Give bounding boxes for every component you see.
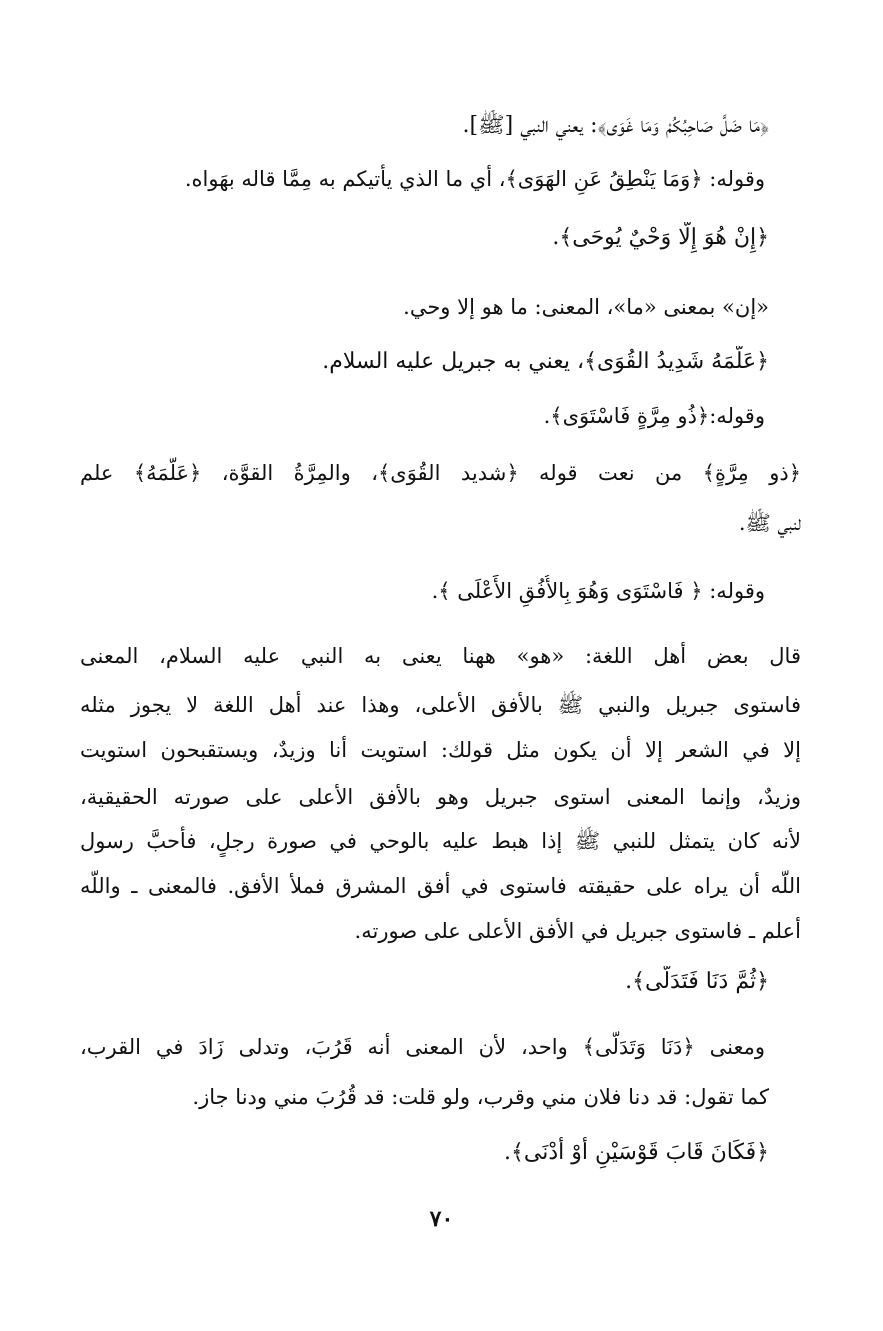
text-line-4: «إن» بمعنى «ما»، المعنى: ما هو إلا وحي. (403, 295, 769, 319)
text-line-6: وقوله:﴿ذُو مِرَّةٍ فَاسْتَوَى﴾. (543, 404, 765, 428)
text-line-12: إلا في الشعر إلا أن يكون مثل قولك: استويت أنا وزيدٌ، ويستقبحون استويت (80, 738, 801, 762)
text-line-3: ﴿إِنْ هُوَ إِلَّا وَحْيٌ يُوحَى﴾. (552, 225, 769, 250)
text-line-18: ومعنى ﴿دَنَا وَتَدَلَّى﴾ واحد، لأن المعنى أنه قَرُبَ، وتدلى زَادَ في القرب، (80, 1035, 765, 1059)
text-line-17: ﴿ثُمَّ دَنَا فَتَدَلَّى﴾. (625, 969, 769, 994)
text-line-13: وزيدٌ، وإنما المعنى استوى جبريل وهو بالأفق الأعلى على صورته الحقيقية، (80, 785, 801, 809)
text-line-1: ﴿مَا ضَلَّ صَاحِبُكُمْ وَمَا غَوَى﴾: يعني النبي [ﷺ]. (462, 113, 769, 138)
text-line-19: كما تقول: قد دنا فلان مني وقرب، ولو قلت: قد قُرُبَ مني ودنا جاز. (192, 1085, 769, 1109)
text-line-14: لأنه كان يتمثل للنبي ﷺ إذا هبط عليه بالوحي في صورة رجلٍ، فأحبَّ رسول (80, 829, 801, 853)
text-line-15: اللَّه أن يراه على حقيقته فاستوى في أفق المشرق فملأ الأفق. فالمعنى ـ واللَّه (80, 874, 801, 898)
text-line-20: ﴿فَكَانَ قَابَ قَوْسَيْنِ أَوْ أَدْنَى﴾. (503, 1140, 769, 1165)
text-line-11: فاستوى جبريل والنبي ﷺ بالأفق الأعلى، وهذا عند أهل اللغة لا يجوز مثله (80, 693, 801, 717)
text-line-8: لنبي ﷺ. (738, 511, 801, 535)
text-line-7: ﴿ذو مِرَّةٍ﴾ من نعت قوله ﴿شديد القُوَى﴾، والمِرَّةُ القوَّة، ﴿عَلَّمَهُ﴾ علم (80, 461, 801, 485)
page-number: ٧٠ (429, 1206, 454, 1232)
text-line-2: وقوله: ﴿وَمَا يَنْطِقُ عَنِ الهَوَى﴾، أي ما الذي يأتيكم به مِمَّا قاله بهَواه. (184, 167, 765, 191)
text-line-10: قال بعض أهل اللغة: «هو» ههنا يعنى به النبي عليه السلام، المعنى (80, 644, 801, 668)
text-line-9: وقوله: ﴿ فَاسْتَوَى وَهُوَ بِالأُفُقِ الأَعْلَى ﴾. (431, 579, 765, 603)
text-line-5: ﴿عَلَّمَهُ شَدِيدُ القُوَى﴾، يعني به جبريل عليه السلام. (322, 349, 769, 374)
text-line-16: أعلم ـ فاستوى جبريل في الأفق الأعلى على صورته. (354, 919, 801, 943)
